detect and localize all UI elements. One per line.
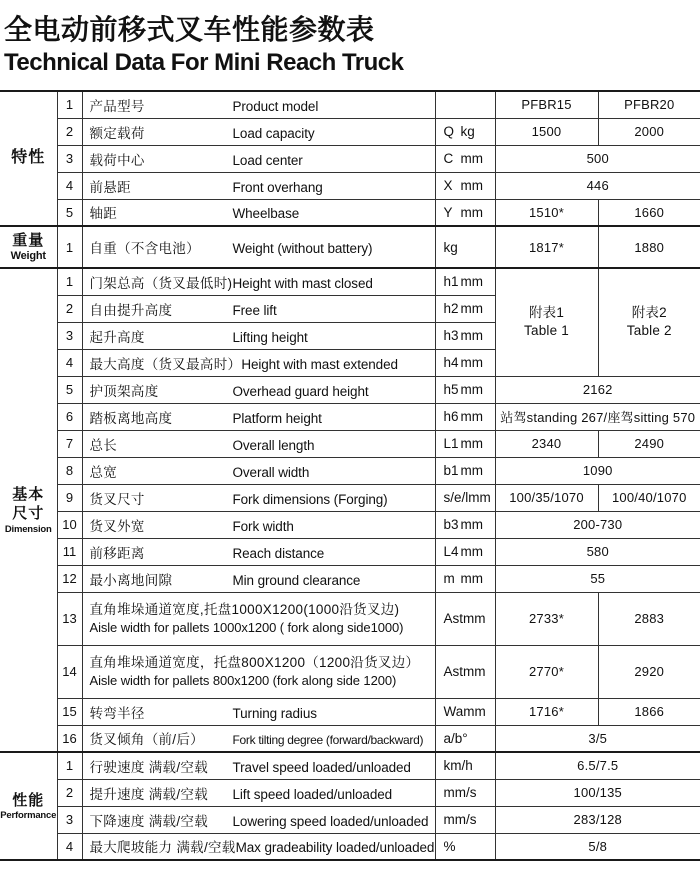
table-row	[0, 430, 700, 457]
value-pfbr20: 1866	[598, 698, 700, 725]
value-shared: 446	[495, 172, 700, 199]
symbol-unit: s/e/lmm	[435, 484, 495, 511]
table-row	[0, 118, 700, 145]
symbol-unit: a/b°	[435, 725, 495, 752]
table-row	[0, 565, 700, 592]
value-pfbr20: PFBR20	[598, 91, 700, 118]
value-pfbr20: 2920	[598, 645, 700, 698]
value-pfbr15: 2340	[495, 430, 598, 457]
row-number: 2	[57, 118, 82, 145]
table-row	[0, 226, 700, 268]
param-name: 门架总高（货叉最低时)Height with mast closed	[82, 268, 435, 295]
value-pfbr20: 2883	[598, 592, 700, 645]
param-name: 最大高度（货叉最高时）Height with mast extended	[82, 349, 435, 376]
symbol-unit: Astmm	[435, 645, 495, 698]
value-pfbr20: 100/40/1070	[598, 484, 700, 511]
value-pfbr15: 1716*	[495, 698, 598, 725]
value-shared: 1090	[495, 457, 700, 484]
row-number: 13	[57, 592, 82, 645]
param-name: 转弯半径 Turning radius	[82, 698, 435, 725]
value-pfbr15: PFBR15	[495, 91, 598, 118]
value-pfbr15: 1817*	[495, 226, 598, 268]
value-pfbr15: 2733*	[495, 592, 598, 645]
symbol-unit: km/h	[435, 752, 495, 779]
value-shared: 3/5	[495, 725, 700, 752]
value-pfbr15: 1500	[495, 118, 598, 145]
table-row	[0, 806, 700, 833]
value-table1-ref: 附表1 Table 1	[495, 268, 598, 376]
table-row	[0, 172, 700, 199]
param-name: 直角堆垛通道宽度,托盘1000X1200(1000沿货叉边) Aisle width for pallets 1000x1200 ( fork along side1000)	[82, 592, 435, 645]
symbol-unit: Wamm	[435, 698, 495, 725]
param-name: 总宽 Overall width	[82, 457, 435, 484]
param-name	[82, 91, 435, 118]
symbol-unit: h2 mm	[435, 295, 495, 322]
param-name: 踏板离地高度 Platform height	[82, 403, 435, 430]
param-name: 轴距 Wheelbase	[82, 199, 435, 226]
table-row	[0, 725, 700, 752]
value-pfbr20: 1880	[598, 226, 700, 268]
value-table2-ref: 附表2 Table 2	[598, 268, 700, 376]
param-name: 下降速度 满载/空载 Lowering speed loaded/unloaded	[82, 806, 435, 833]
symbol-unit: kg	[435, 226, 495, 268]
spec-table	[0, 90, 700, 861]
symbol-unit: m mm	[435, 565, 495, 592]
value-shared: 580	[495, 538, 700, 565]
value-shared: 55	[495, 565, 700, 592]
symbol-unit: b1 mm	[435, 457, 495, 484]
value-shared: 283/128	[495, 806, 700, 833]
value-pfbr15: 2770*	[495, 645, 598, 698]
symbol-unit: h1 mm	[435, 268, 495, 295]
param-name: 起升高度 Lifting height	[82, 322, 435, 349]
section-label-dimension: 基本 尺寸 Dimension	[0, 268, 57, 752]
table-row	[0, 592, 700, 645]
param-name: 自重（不含电池） Weight (without battery)	[82, 226, 435, 268]
row-number: 8	[57, 457, 82, 484]
table-row	[0, 645, 700, 698]
value-shared: 200-730	[495, 511, 700, 538]
value-pfbr20: 2000	[598, 118, 700, 145]
row-number: 1	[57, 752, 82, 779]
value-pfbr20: 2490	[598, 430, 700, 457]
table-row	[0, 484, 700, 511]
value-shared: 5/8	[495, 833, 700, 860]
table-row	[0, 91, 700, 118]
row-number: 7	[57, 430, 82, 457]
row-number: 3	[57, 145, 82, 172]
symbol-unit: mm/s	[435, 779, 495, 806]
row-number: 10	[57, 511, 82, 538]
symbol-unit: L4 mm	[435, 538, 495, 565]
param-name: 货叉外宽 Fork width	[82, 511, 435, 538]
symbol-unit: L1 mm	[435, 430, 495, 457]
param-name-en: Product model	[232, 98, 319, 114]
param-name: 总长 Overall length	[82, 430, 435, 457]
row-number: 2	[57, 295, 82, 322]
row-number: 6	[57, 403, 82, 430]
param-name: 载荷中心 Load center	[82, 145, 435, 172]
param-name: 护顶架高度 Overhead guard height	[82, 376, 435, 403]
table-row	[0, 833, 700, 860]
section-label-characteristics: 特性	[0, 91, 57, 226]
param-name: 自由提升高度 Free lift	[82, 295, 435, 322]
value-shared: 6.5/7.5	[495, 752, 700, 779]
param-name-cn: 产品型号	[89, 98, 145, 114]
symbol-unit: %	[435, 833, 495, 860]
param-name: 前移距离 Reach distance	[82, 538, 435, 565]
param-name: 额定载荷 Load capacity	[82, 118, 435, 145]
row-number: 3	[57, 806, 82, 833]
table-row	[0, 145, 700, 172]
row-number: 4	[57, 833, 82, 860]
symbol-unit: Q kg	[435, 118, 495, 145]
symbol-unit: h6 mm	[435, 403, 495, 430]
row-number: 1	[57, 268, 82, 295]
table-row	[0, 538, 700, 565]
value-pfbr15: 1510*	[495, 199, 598, 226]
symbol-unit: h4 mm	[435, 349, 495, 376]
value-pfbr20: 1660	[598, 199, 700, 226]
param-name: 最大爬坡能力 满载/空载Max gradeability loaded/unloaded	[82, 833, 435, 860]
symbol-unit: b3 mm	[435, 511, 495, 538]
symbol-unit: X mm	[435, 172, 495, 199]
param-name: 提升速度 满载/空载 Lift speed loaded/unloaded	[82, 779, 435, 806]
row-number: 15	[57, 698, 82, 725]
row-number: 9	[57, 484, 82, 511]
table-row	[0, 376, 700, 403]
section-label-weight: 重量 Weight	[0, 226, 57, 268]
row-number: 5	[57, 199, 82, 226]
row-number: 1	[57, 226, 82, 268]
table-row	[0, 268, 700, 295]
page-title-cn: 全电动前移式叉车性能参数表	[4, 14, 375, 45]
param-name: 货叉尺寸 Fork dimensions (Forging)	[82, 484, 435, 511]
table-row	[0, 457, 700, 484]
row-number: 12	[57, 565, 82, 592]
value-shared: 100/135	[495, 779, 700, 806]
row-number: 2	[57, 779, 82, 806]
param-name: 前悬距 Front overhang	[82, 172, 435, 199]
param-name: 行驶速度 满载/空载 Travel speed loaded/unloaded	[82, 752, 435, 779]
symbol-unit	[435, 91, 495, 118]
symbol-unit: C mm	[435, 145, 495, 172]
table-row	[0, 511, 700, 538]
row-number: 14	[57, 645, 82, 698]
row-number: 5	[57, 376, 82, 403]
table-row	[0, 403, 700, 430]
symbol-unit: mm/s	[435, 806, 495, 833]
page-title-en: Technical Data For Mini Reach Truck	[4, 49, 404, 76]
symbol-unit: Astmm	[435, 592, 495, 645]
table-row	[0, 199, 700, 226]
value-shared: 2162	[495, 376, 700, 403]
symbol-unit: Y mm	[435, 199, 495, 226]
symbol-unit: h3 mm	[435, 322, 495, 349]
value-shared: 500	[495, 145, 700, 172]
row-number: 4	[57, 172, 82, 199]
row-number: 3	[57, 322, 82, 349]
row-number: 11	[57, 538, 82, 565]
value-pfbr15: 100/35/1070	[495, 484, 598, 511]
section-label-performance: 性能 Performance	[0, 752, 57, 860]
table-row	[0, 698, 700, 725]
value-shared: 站驾standing 267/座驾sitting 570	[495, 403, 700, 430]
row-number: 16	[57, 725, 82, 752]
table-row	[0, 779, 700, 806]
param-name: 货叉倾角（前/后） Fork tilting degree (forward/backward)	[82, 725, 435, 752]
row-number: 4	[57, 349, 82, 376]
table-row	[0, 752, 700, 779]
row-number: 1	[57, 91, 82, 118]
param-name: 最小离地间隙 Min ground clearance	[82, 565, 435, 592]
symbol-unit: h5 mm	[435, 376, 495, 403]
param-name: 直角堆垛通道宽度，托盘800X1200（1200沿货叉边） Aisle width for pallets 800x1200 (fork along side 1200)	[82, 645, 435, 698]
